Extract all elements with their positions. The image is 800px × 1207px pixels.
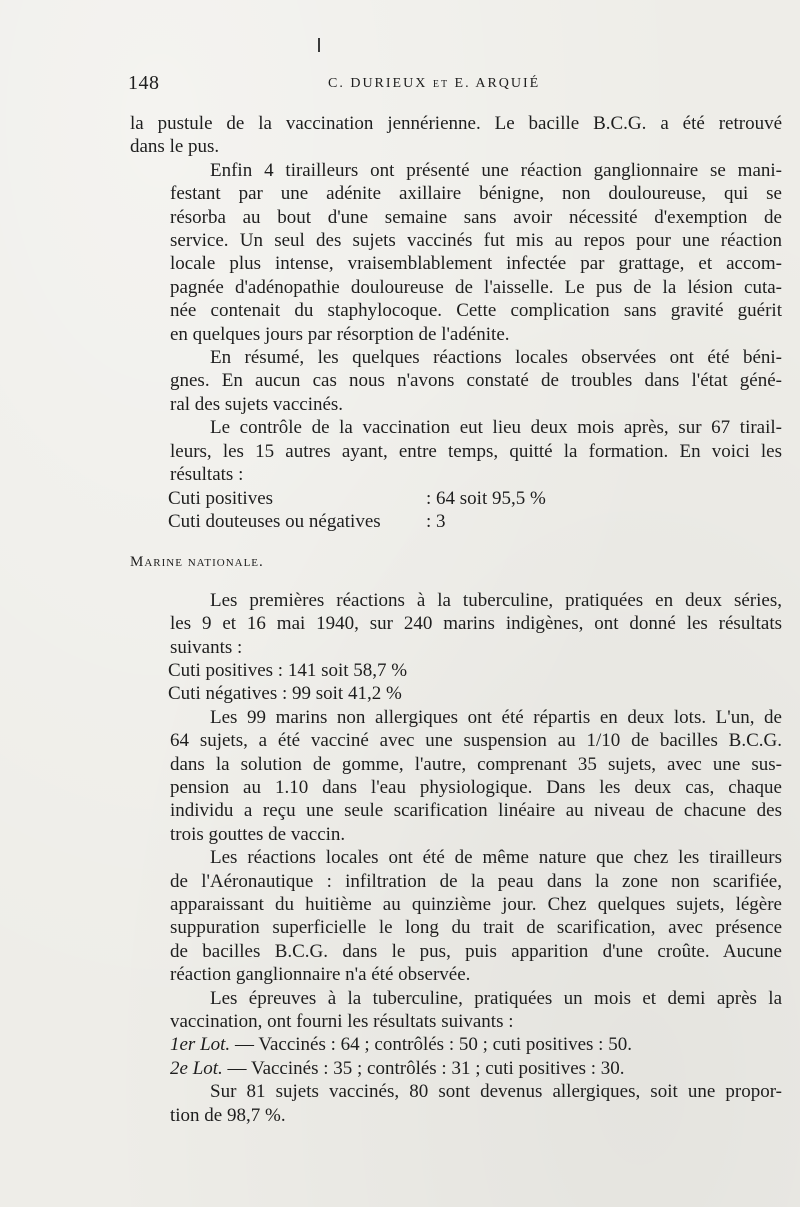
text-line: en quelques jours par résorption de l'adénite. — [170, 323, 510, 345]
text-line: dans le pus. — [130, 136, 220, 158]
text-line: vaccination, ont fourni les résultats suivants : — [170, 1011, 514, 1033]
text-line: Le contrôle de la vaccination eut lieu deux mois après, sur 67 tirail- — [210, 417, 782, 439]
paragraph-8 — [130, 987, 782, 1034]
result-value: : 3 — [426, 510, 446, 532]
result-label: Cuti positives — [168, 487, 274, 509]
result-row: Cuti négatives : 99 soit 41,2 % — [168, 683, 402, 705]
body-text — [130, 112, 782, 1127]
text-line: En résumé, les quelques réactions locales observées ont été béni- — [210, 347, 782, 369]
result-row: Cuti positives : 141 soit 58,7 % — [168, 659, 408, 681]
text-line: Sur 81 sujets vaccinés, 80 sont devenus allergiques, soit une propor- — [210, 1081, 782, 1103]
lot-number: 2e — [170, 1057, 188, 1079]
text-line: apparaissant du huitième au quinzième jour. Chez quelques sujets, légère — [170, 894, 782, 915]
result-row — [130, 510, 782, 533]
text-line: née contenait du staphylocoque. Cette complication sans gravité guérit — [170, 300, 782, 322]
text-line: locale plus intense, vraisemblablement infectée par grattage, et accom- — [170, 253, 782, 275]
text-line: réaction ganglionnaire n'a été observée. — [170, 964, 471, 986]
text-line: résultats : — [170, 464, 244, 486]
paragraph-1 — [130, 112, 782, 159]
lot-label: Lot. — [200, 1034, 231, 1056]
text-line: festant par une adénite axillaire bénigne, non douloureuse, qui se — [170, 183, 782, 205]
result-value: : 64 soit 95,5 % — [426, 487, 546, 509]
text-line: Les premières réactions à la tuberculine, pratiquées en deux séries, — [210, 589, 782, 611]
text-line: Les 99 marins non allergiques ont été répartis en deux lots. L'un, de — [210, 706, 782, 728]
paragraph-5 — [130, 589, 782, 659]
lot-label: Lot. — [192, 1057, 223, 1079]
text-line: de l'Aéronautique : infiltration de la peau dans la zone non scarifiée, — [170, 870, 782, 892]
page-number: 148 — [128, 72, 160, 94]
text-line: tion de 98,7 %. — [170, 1104, 286, 1126]
lot-text: — Vaccinés : 35 ; contrôlés : 31 ; cuti positives : 30. — [227, 1057, 625, 1079]
paragraph-4 — [130, 416, 782, 486]
text-line: ral des sujets vaccinés. — [170, 393, 344, 415]
result-row — [130, 487, 782, 510]
text-line: Les épreuves à la tuberculine, pratiquées un mois et demi après la — [210, 987, 782, 1009]
text-line: individu a reçu une seule scarification linéaire au niveau de chacune des — [170, 800, 782, 822]
paragraph-7 — [130, 846, 782, 986]
lot-text: — Vaccinés : 64 ; contrôlés : 50 ; cuti positives : 50. — [234, 1034, 632, 1056]
lot-row — [130, 1033, 782, 1056]
paragraph-3 — [130, 346, 782, 416]
text-line: 64 sujets, a été vacciné avec une suspension au 1/10 de bacilles B.C.G. — [170, 730, 782, 752]
lot-number: 1er — [170, 1034, 196, 1056]
text-line: les 9 et 16 mai 1940, sur 240 marins indigènes, ont donné les résultats — [170, 613, 782, 635]
paragraph-6 — [130, 706, 782, 846]
text-line: dans la solution de gomme, l'autre, comprenant 35 sujets, avec une sus- — [170, 753, 782, 775]
text-line: gnes. En aucun cas nous n'avons constaté de troubles dans l'état géné- — [170, 370, 782, 392]
text-line: suivants : — [170, 636, 243, 658]
result-label: Cuti douteuses ou négatives — [168, 510, 381, 532]
text-line: service. Un seul des sujets vaccinés fut mis au repos pour une réaction — [170, 230, 782, 252]
page-header — [128, 72, 784, 96]
text-line: suppuration superficielle le long du trait de scarification, avec présence — [170, 917, 782, 939]
section-title: Marine nationale. — [130, 554, 264, 571]
text-line: la pustule de la vaccination jennérienne. Le bacille B.C.G. a été retrouvé — [130, 113, 782, 134]
scan-mark — [318, 38, 320, 52]
text-line: trois gouttes de vaccin. — [170, 823, 346, 845]
paragraph-9 — [130, 1080, 782, 1127]
paragraph-2 — [130, 159, 782, 346]
text-line: leurs, les 15 autres ayant, entre temps, quitté la formation. En voici les — [170, 440, 782, 462]
text-line: pagnée d'adénopathie douloureuse de l'aisselle. Le pus de la lésion cuta- — [170, 276, 782, 298]
text-line: résorba au bout d'une semaine sans avoir nécessité d'exemption de — [170, 206, 782, 228]
text-line: Enfin 4 tirailleurs ont présenté une réaction ganglionnaire se mani- — [210, 159, 782, 181]
text-line: pension au 1.10 dans l'eau physiologique. Dans les deux cas, chaque — [170, 776, 782, 798]
lot-row — [130, 1057, 782, 1080]
text-line: de bacilles B.C.G. dans le pus, puis apparition d'une croûte. Aucune — [170, 940, 782, 962]
running-head: C. DURIEUX et E. ARQUIÉ — [328, 76, 541, 91]
text-line: Les réactions locales ont été de même nature que chez les tirailleurs — [210, 847, 782, 869]
